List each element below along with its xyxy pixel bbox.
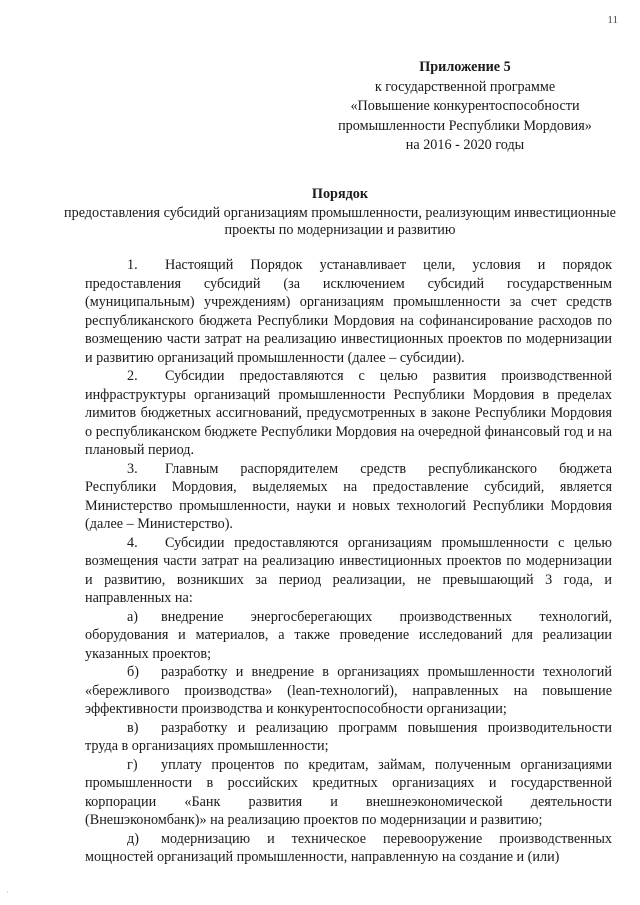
- paragraph-text: Настоящий Порядок устанавливает цели, условия и порядок предоставления субсидий (за исключением субсидий государственным (муниципальным) учреждениям) организациям промышленности за счет средств республиканского бюджета Республики Мордовия на софинансирование расходов по возмещению части затрат на реализацию инвестиционных проектов по модернизации и развитию организаций промышленности (далее – субсидии).: [85, 257, 612, 366]
- paragraph: [85, 256, 612, 367]
- paragraph-text: Главным распорядителем средств республиканского бюджета Республики Мордовия, выделяемых на предоставление субсидий, является Министерство промышленности, науки и новых технологий Республики Мордовия (далее – Министерство).: [85, 460, 612, 532]
- document-subtitle: предоставления субсидий организациям промышленности, реализующим инвестиционные проекты по модернизации и развитию: [64, 204, 616, 238]
- subitem: [85, 756, 612, 830]
- appendix-line: на 2016 - 2020 годы: [405, 137, 525, 153]
- document-title: Порядок: [311, 186, 369, 202]
- paragraph-text: Субсидии предоставляются организациям промышленности с целью возмещения части затрат на реализацию инвестиционных проектов по модернизации и развитию, возникших за период реализации, не превышающий 3 года, и направленных на:: [85, 534, 612, 606]
- subitem: [85, 663, 612, 719]
- subitem-letter: б): [127, 664, 139, 680]
- appendix-block: [300, 58, 630, 156]
- appendix-line: к государственной программе: [374, 78, 556, 95]
- subitem-letter: г): [127, 756, 138, 773]
- subitem-letter: в): [127, 719, 139, 736]
- subitem-text: уплату процентов по кредитам, займам, полученным организациями промышленности в российских кредитных организациях и государственной корпорации «Банк развития и внешнеэкономической деятельности (Внешэкономбанк)» на реализацию проектов по модернизации и развитию;: [85, 756, 612, 828]
- appendix-line: «Повышение конкурентоспособности: [350, 98, 580, 114]
- document-body: [85, 256, 612, 867]
- subitem-text: модернизацию и техническое перевооружение производственных мощностей организаций промышленности, направленную на создание и (или): [85, 830, 612, 865]
- paragraph: [85, 367, 612, 460]
- page-number: 11: [607, 14, 618, 26]
- paragraph-number: 2.: [127, 368, 138, 384]
- subitem-letter: д): [127, 830, 139, 847]
- paragraph: [85, 460, 612, 534]
- paragraph-number: 3.: [127, 460, 138, 477]
- subitem: [85, 719, 612, 756]
- subitem-text: разработку и внедрение в организациях промышленности технологий «бережливого производства» (lean-технологий), направленных на повышение эффективности производства и конкурентоспособности организации;: [85, 664, 612, 717]
- appendix-line: промышленности Республики Мордовия»: [338, 117, 592, 134]
- subitem-text: внедрение энергосберегающих производственных технологий, оборудования и материалов, а также проведение исследований для реализации указанных проектов;: [85, 608, 612, 662]
- appendix-title: Приложение 5: [419, 59, 511, 75]
- paragraph-number: 1.: [127, 257, 138, 273]
- subitem-text: разработку и реализацию программ повышения производительности труда в организациях промышленности;: [85, 719, 612, 754]
- subitem: [85, 830, 612, 867]
- paragraph-text: Субсидии предоставляются с целью развития производственной инфраструктуры организаций промышленности Республики Мордовия в пределах лимитов бюджетных ассигнований, предусмотренных в законе Республики Мордовия о республиканском бюджете Республики Мордовия на очередной финансовый год и на плановый период.: [85, 368, 612, 458]
- document-heading: [60, 186, 620, 240]
- paragraph: [85, 534, 612, 608]
- paragraph-number: 4.: [127, 534, 138, 551]
- scan-mark: ·: [6, 888, 9, 897]
- subitem-letter: а): [127, 608, 139, 625]
- subitem: [85, 608, 612, 664]
